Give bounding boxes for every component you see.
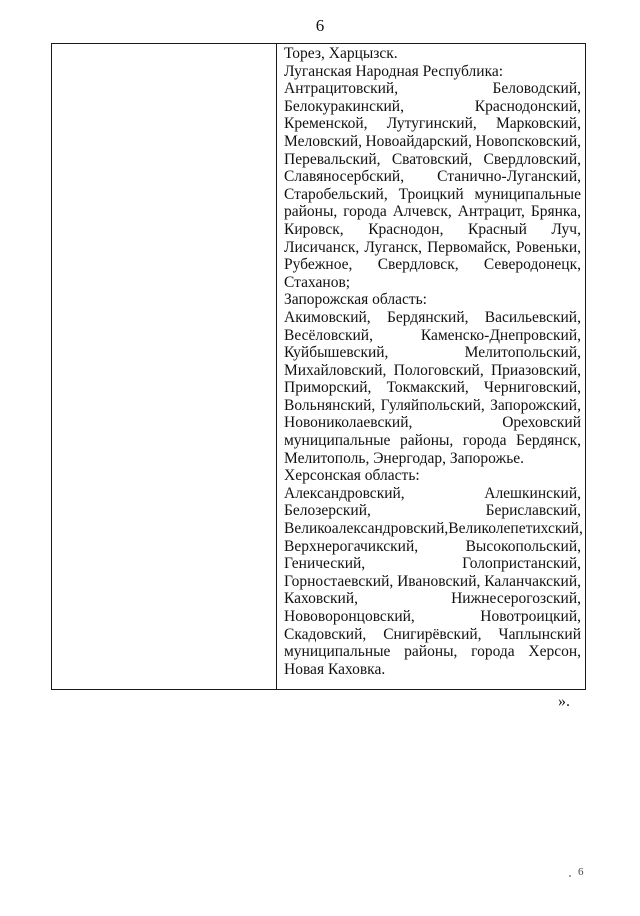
text-word: Свердловский, [483, 150, 581, 168]
text-word: Великолепетихский, [448, 520, 583, 538]
text-word: Запорожский, [490, 396, 581, 414]
text-word: Новоайдарский, [365, 132, 472, 150]
text-line [284, 590, 581, 608]
text-line [284, 362, 581, 380]
text-line [284, 573, 581, 591]
text-word: Акимовский, [284, 308, 371, 326]
text-line [284, 397, 581, 415]
text-word: Свердловск, [377, 256, 459, 274]
text-word: Токмакский, [386, 379, 469, 397]
text-word: Васильевский, [484, 308, 581, 326]
text-word: Ивановский, [397, 572, 481, 590]
text-word: Лисичанск, [284, 238, 360, 256]
text-word: Троицкий [398, 185, 464, 203]
text-line [284, 45, 581, 63]
text-word: Новониколаевский, [284, 414, 413, 432]
text-word: Беловодский, [492, 80, 581, 98]
text-word: Приморский, [284, 379, 372, 397]
text-word: города [471, 643, 515, 661]
text-line [284, 63, 581, 81]
text-word: Голопристанский, [462, 555, 581, 573]
text-word: Мелитополь, Энергодар, Запорожье. [284, 449, 525, 467]
table-right-cell [284, 45, 581, 678]
document-table [51, 43, 586, 690]
text-word: Гуляйпольский, [380, 396, 485, 414]
text-word: Первомайск, [427, 238, 511, 256]
text-word: Каховский, [284, 590, 359, 608]
text-word: Брянка, [530, 203, 581, 221]
text-line [284, 467, 581, 485]
text-line [284, 485, 581, 503]
text-word: Михайловский, [284, 361, 387, 379]
text-line [284, 186, 581, 204]
text-word: Краснодон, [368, 220, 444, 238]
text-word: Мелитопольский, [464, 344, 581, 362]
text-word: Ровеньки, [515, 238, 581, 256]
text-word: Бериславский, [485, 502, 581, 520]
text-word: Луганская Народная Республика: [284, 62, 504, 80]
text-word: Алчевск, [392, 203, 452, 221]
text-word: Старобельский, [284, 185, 388, 203]
text-word: Херсон, [528, 643, 581, 661]
text-word: Александровский, [284, 484, 405, 502]
text-line [284, 643, 581, 661]
text-line [284, 115, 581, 133]
text-line [284, 555, 581, 573]
text-line [284, 608, 581, 626]
text-word: Сватовский, [391, 150, 473, 168]
text-word: Белокуракинский, [284, 97, 404, 115]
text-word: Бердянск, [516, 432, 581, 450]
text-line [284, 133, 581, 151]
text-word: Херсонская область: [284, 467, 420, 485]
text-word: Марковский, [495, 115, 581, 133]
text-word: Славяносербский, [284, 168, 405, 186]
text-line [284, 151, 581, 169]
text-line [284, 221, 581, 239]
text-word: Высокопольский, [465, 537, 581, 555]
text-line [284, 274, 581, 292]
text-word: Лутугинский, [386, 115, 477, 133]
text-word: Стаханов; [284, 273, 351, 291]
text-word: Приазовский, [490, 361, 581, 379]
text-word: Белозерский, [284, 502, 371, 520]
text-word: Бердянский, [386, 308, 469, 326]
text-word: районы, [400, 432, 454, 450]
text-line [284, 291, 581, 309]
text-word: Красный [468, 220, 527, 238]
text-word: Кировск, [284, 220, 344, 238]
text-word: Краснодонский, [474, 97, 581, 115]
text-word: Перевальский, [284, 150, 381, 168]
text-word: города [343, 203, 387, 221]
text-line [284, 168, 581, 186]
text-word: города [462, 432, 507, 450]
text-word: Антрацитовский, [284, 80, 399, 98]
text-line [284, 414, 581, 432]
text-word: Луч, [551, 220, 581, 238]
text-line [284, 256, 581, 274]
text-word: Скадовский, [284, 625, 367, 643]
text-word: Каланчакский, [484, 572, 581, 590]
text-line [284, 520, 581, 538]
text-word: Нижнесерогозский, [451, 590, 581, 608]
text-word: Кременской, [284, 115, 368, 133]
text-word: Нововоронцовский, [284, 608, 415, 625]
text-word: Черниговский, [483, 379, 581, 397]
text-word: Запорожская область: [284, 291, 427, 309]
text-line [284, 661, 581, 679]
text-word: Чаплынский [498, 625, 581, 643]
text-word: Новопсковский, [475, 132, 581, 150]
text-line [284, 239, 581, 257]
text-line [284, 98, 581, 116]
text-line [284, 80, 581, 98]
text-word: Антрацит, [457, 203, 525, 221]
text-word: муниципальные [474, 185, 581, 203]
closing-quote: ». [558, 693, 570, 710]
scan-speck [569, 875, 571, 877]
page-number: 6 [315, 16, 325, 35]
text-word: муниципальные [284, 643, 391, 661]
text-word: районы, [404, 643, 458, 661]
text-word: Каменско-Днепровский, [420, 326, 581, 344]
text-line [284, 502, 581, 520]
text-word: Северодонецк, [483, 256, 581, 274]
text-word: Рубежное, [284, 256, 353, 274]
text-word: Пологовский, [393, 361, 484, 379]
footer-page-mark: 6 [578, 866, 584, 878]
text-line [284, 432, 581, 450]
text-line [284, 450, 581, 468]
text-word: Новая Каховка. [284, 660, 386, 678]
text-word: Снигирёвский, [383, 625, 482, 643]
text-line [284, 203, 581, 221]
text-line [284, 327, 581, 345]
text-word: Меловский, [284, 132, 363, 150]
text-word: Ореховский [502, 414, 581, 432]
text-word: Весёловский, [284, 326, 373, 344]
text-word: Генический, [284, 555, 366, 573]
text-word: Торез, Харцызск. [284, 45, 398, 62]
text-word: Алешкинский, [484, 484, 581, 502]
text-line [284, 309, 581, 327]
text-word: Горностаевский, [284, 572, 394, 590]
text-word: муниципальные [284, 432, 391, 450]
text-line [284, 344, 581, 362]
table-left-cell [52, 44, 277, 689]
text-word: районы, [284, 203, 338, 221]
text-word: Великоалександровский, [284, 520, 449, 538]
text-word: Куйбышевский, [284, 344, 389, 362]
text-line [284, 379, 581, 397]
text-line [284, 538, 581, 556]
text-word: Вольнянский, [284, 396, 376, 414]
text-word: Верхнерогачикский, [284, 537, 419, 555]
text-word: Новотроицкий, [480, 608, 581, 625]
text-line [284, 626, 581, 644]
text-word: Станично-Луганский, [437, 168, 581, 186]
text-word: Луганск, [364, 238, 423, 256]
